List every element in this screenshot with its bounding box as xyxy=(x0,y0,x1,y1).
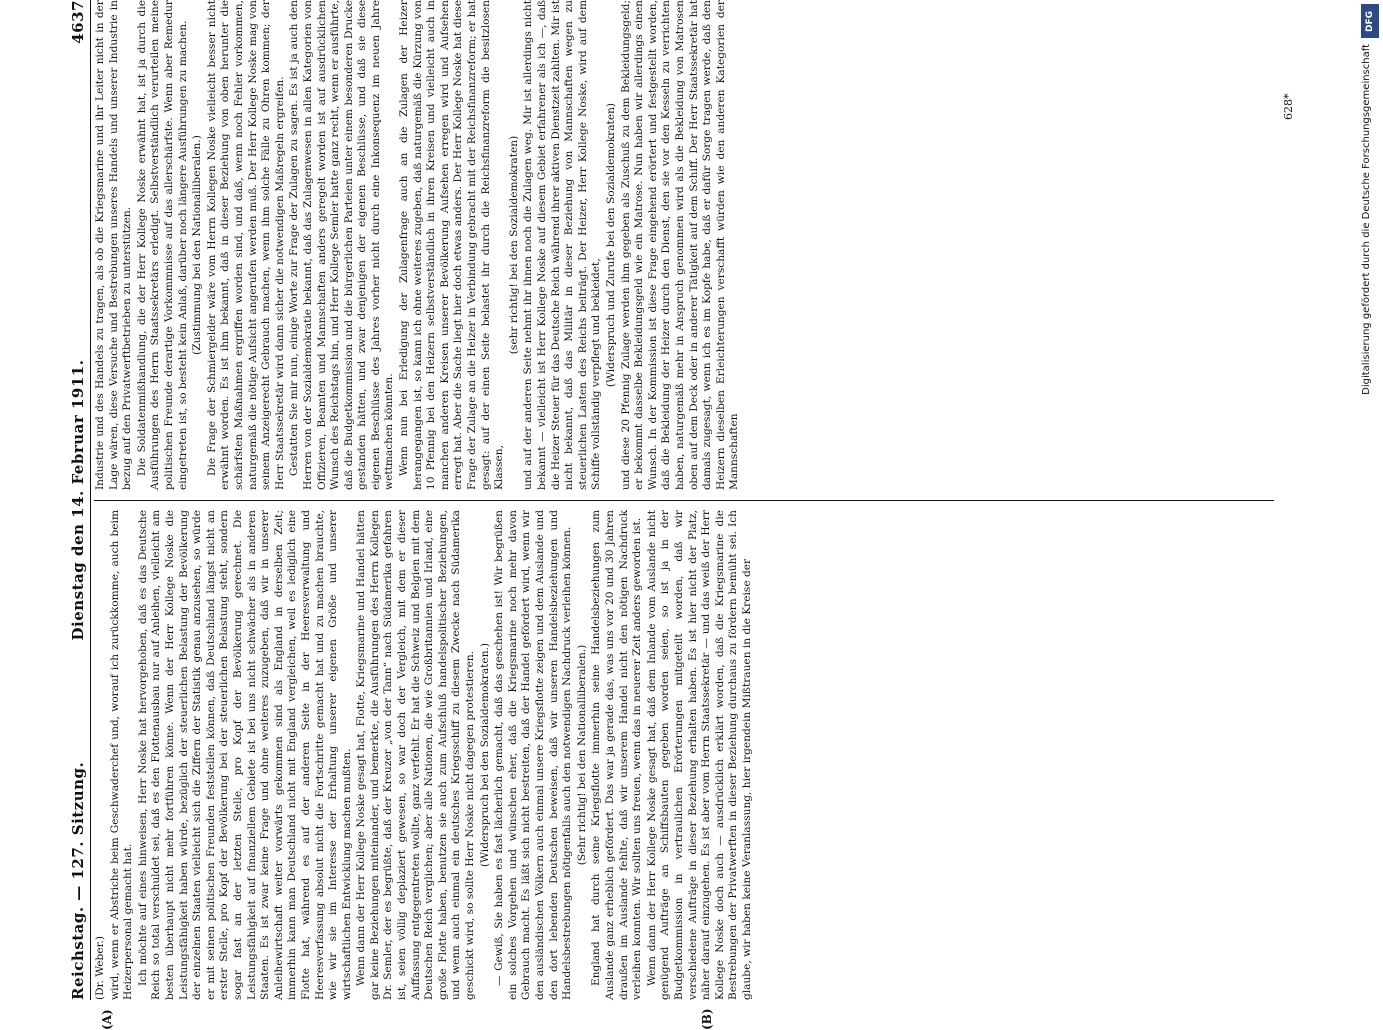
interjection: (Zustimmung bei den Nationalliberalen.) xyxy=(191,0,205,490)
header-left: Reichstag. — 127. Sitzung. xyxy=(69,667,87,1000)
header-date: Dienstag den 14. Februar 1911. xyxy=(69,333,87,666)
right-column xyxy=(94,0,1274,490)
dfg-logo: DFG xyxy=(1361,4,1379,38)
interjection: (Widerspruch bei den Sozialdemokraten.) xyxy=(479,510,493,1000)
speaker-label: (Dr. Weber.) xyxy=(94,510,108,1000)
paragraph: Wenn nun bei Erledigung der Zulagenfrage auch an die Zulagen der Heizer herangegangen ist, so kann ich ohne weiteres zugeben, daß naturgemäß die Kürzung von 10 Pfennig bei den Heizern selbstverständlich in ihren Kreisen und vielleicht auch in manchen anderen Kreisen unserer Bevölkerung Aufsehen erregen wird und Aufsehen erregt hat. Aber die Sache liegt hier doch etwas anders. Der Herr Kollege Noske hat diese Frage der Zulage an die Heizer in Verbindung gebracht mit der Reichsfinanzreform; er hat gesagt: auf der einen Seite belastet ihr durch die Reichsfinanzreform die besitzlosen Klassen, xyxy=(398,0,507,490)
footer-mark: 628* xyxy=(1282,94,1295,121)
margin-marker-a: (A) xyxy=(100,1009,114,1030)
paragraph: — Gewiß, Sie haben es fast lächerlich gemacht, daß das geschehen ist! Wir begrüßen ein solches Vorgehen und wünschen eher, daß die Kriegsmarine noch mehr davon Gebrauch macht. Es läßt sich nicht bestreiten, daß der Handel gefördert wird, wenn wir den ausländischen Völkern auch einmal unsere Kriegsflotte zeigen und dem Auslande und den dort lebenden Deutschen beweisen, daß wir unseren Handelsbeziehungen und Handelsbestrebungen nötigenfalls auch den notwendigen Nachdruck verleihen können. xyxy=(493,510,575,1000)
margin-marker-b: (B) xyxy=(700,1009,714,1030)
interjection: (sehr richtig! bei den Sozialdemokraten) xyxy=(508,0,522,490)
left-column xyxy=(94,510,1274,1000)
header-page-number: 4637 xyxy=(69,0,87,333)
paragraph: Gestatten Sie mir nun, einige Worte zur Frage der Zulagen zu sagen. Es ist ja auch den Herren von der Sozialdemokratie bekannt, daß das Zulagenwesen in allen Kategorien von Offizieren, Beamten und Mannschaften anders geregelt worden ist auf ausdrücklichen Wunsch des Reichstags hin, und Herr Kollege Semler hatte ganz recht, wenn er ausführte, daß die Budgetkommission und die bürgerlichen Parteien unter einem besonderen Drucke gestanden hätten, und zwar denjenigen der eigenen Beschlüsse, und daß sie diese eigenen Beschlüsse des Jahres vorher nicht durch eine Inkonsequenz im neuen Jahre wettmachen könnten. xyxy=(288,0,397,490)
paragraph: und diese 20 Pfennig Zulage werden ihm gegeben als Zuschuß zu dem Bekleidungsgeld; er bekommt dasselbe Bekleidungsgeld wie ein Matrose. Nun haben wir allerdings einen Wunsch. In der Kommission ist diese Frage eingehend erörtert und festgestellt worden, daß die Bekleidung der Heizer durch den Dienst, den sie vor den Kesseln zu verrichten haben, naturgemäß mehr in Anspruch genommen wird als die Bekleidung von Matrosen oben auf dem Deck oder in anderer Tätigkeit auf dem Schiff. Der Herr Staatssekretär hat damals zugesagt, wenn ich es im Kopfe habe, daß er dafür Sorge tragen werde, daß den Heizern dieselben Erleichterungen verschafft würden wie den anderen Kategorien der Mannschaften xyxy=(620,0,742,490)
paragraph: Wenn dann der Herr Kollege Noske gesagt hat, Flotte, Kriegsmarine und Handel hätten gar keine Beziehungen miteinander, und bemerkte, die Ausführungen des Herrn Kollegen Dr. Semler, der es begrüßte, daß der Kreuzer „von der Tann“ nach Südamerika gefahren ist, seien völlig deplaziert gewesen, so war doch der Vergleich, mit dem er dieser Auffassung entgegentreten wollte, ganz verfehlt. Er hat die Schweiz und Belgien mit dem Deutschen Reich verglichen; aber alle Nationen, die wie Großbritannien und Irland, eine große Flotte haben, benutzen sie auch zum Aufschluß handelspolitischer Beziehungen, und wenn auch einmal ein deutsches Kriegsschiff zu diesem Zwecke nach Südamerika geschickt wird, so sollte Herr Noske nicht dagegen protestieren. xyxy=(355,510,477,1000)
paragraph: Wenn dann der Herr Kollege Noske gesagt hat, daß dem Inlande vom Auslande nicht genügend Aufträge an Schiffsbauten gegeben worden seien, so ist ja in der Budgetkommission in vertraulichen Erörterungen mitgeteilt worden, daß wir verschiedene Aufträge in dieser Beziehung erhalten haben. Es ist hier nicht der Platz, näher darauf einzugehen. Es ist aber vom Herrn Staatssekretär — und das weiß der Herr Kollege Noske doch auch — ausdrücklich erklärt worden, daß die Kriegsmarine die Bestrebungen der Privatwerften in dieser Beziehung durchaus zu fördern bemüht sei. Ich glaube, wir haben keine Veranlassung, hier irgendein Mißtrauen in die Kreise der xyxy=(646,510,755,1000)
paragraph: Ich möchte auf eines hinweisen, Herr Noske hat hervorgehoben, daß es das Deutsche Reich so total verschuldet sei, daß es den Flottenausbau nur auf Anleihen, vielleicht am besten überhaupt nicht mehr fortführen könne. Wenn der Herr Kollege Noske die Leistungsfähigkeit haben würde, bezüglich der steuerlichen Belastung der Bevölkerung der einzelnen Staaten vielleicht sich die Ziffern der Statistik genau anzusehen, so würde er mit seinen politischen Freunden feststellen können, daß Deutschland längst nicht an erster Stelle, pro Kopf der Bevölkerung bei der steuerlichen Belastung steht, sondern sogar fast an der letzten Stelle, pro Kopf der Bevölkerung gerechnet. Die Leistungsfähigkeit auf finanziellem Gebiete ist bei uns nicht schwächer als in anderen Staaten. Es ist zwar keine Frage und ohne weiteres zuzugeben, daß wir in unserer Anleihewirtschaft weiter vorwärts gekommen sind als England in derselben Zeit; immerhin kann man Deutschland nicht mit England vergleichen, weil es lediglich eine Flotte hat, während es auf der anderen Seite in der Heeresverwaltung und Heeresverfassung absolut nicht die Fortschritte gemacht hat und zu machen brauchte, wie wir sie im Interesse der Erhaltung unserer eigenen Größe und unserer wirtschaftlichen Entwicklung machen mußten. xyxy=(137,510,355,1000)
paragraph: Die Soldatenmißhandlung, die der Herr Kollege Noske erwähnt hat, ist ja durch die Ausführungen des Herrn Staatssekretärs erledigt. Selbstverständlich verurteilen meine politischen Freunde derartige Vorkommnisse auf das allerschärfste. Wenn aber Remedur eingetreten ist, so besteht kein Anlaß, darüber noch längere Ausführungen zu machen. xyxy=(136,0,190,490)
paragraph: wird, wenn er Abstriche beim Geschwaderchef und, worauf ich zurückkomme, auch beim Heizerpersonal gemacht hat. xyxy=(109,510,136,1000)
interjection: (Widerspruch und Zurufe bei den Sozialdemokraten) xyxy=(605,0,619,490)
digitization-text: Digitalisierung gefördert durch die Deutsche Forschungsgemeinschaft xyxy=(1361,44,1379,395)
interjection: (Sehr richtig! bei den Nationalliberalen.) xyxy=(576,510,590,1000)
paragraph: Industrie und des Handels zu tragen, als ob die Kriegsmarine und ihr Leiter nicht in der Lage wären, diese Versuche und Bestrebungen unseres Handels und unserer Industrie in bezug auf den Privatwerftbetrieben zu unterstützen. xyxy=(94,0,135,490)
paragraph: und auf der anderen Seite nehmt ihr ihnen noch die Zulagen weg. Mir ist allerdings nicht bekannt — vielleicht ist Herr Kollege Noske auf diesem Gebiet erfahrener als ich —, daß die Heizer Steuer für das Deutsche Reich während ihrer aktiven Dienstzeit zahlten. Mir ist nicht bekannt, daß das Militär in dieser Beziehung von Mannschaften wegen zu steuerlichen Lasten des Reichs beiträgt. Der Heizer, Herr Kollege Noske, wird auf dem Schiffe vollständig verpflegt und bekleidet, xyxy=(522,0,604,490)
rotated-newspaper-sheet xyxy=(60,0,1343,1000)
paragraph: Die Frage der Schmiergelder wäre vom Herrn Kollegen Noske vielleicht besser nicht erwähnt worden. Es ist ihm bekannt, daß in dieser Beziehung von oben herunter die schärfsten Maßnahmen ergriffen worden sind, und daß, wenn noch Fehler vorkommen, naturgemäß die nötige Aufsicht angerufen werden muß. Der Herr Kollege Noske mag von seinem Anzeigerecht Gebrauch machen, wenn ihm solche Fälle zu Ohren kommen; der Herr Staatssekretär wird dann sicher die notwendigen Maßregeln ergreifen. xyxy=(206,0,288,490)
column-divider xyxy=(94,500,1274,501)
paragraph: England hat durch seine Kriegsflotte immerhin seine Handelsbeziehungen zum Auslande ganz erheblich gefördert. Das war ja gerade das, was uns vor 20 und 30 Jahren draußen im Auslande fehlte, daß wir unserem Handel nicht den nötigen Nachdruck verleihen konnten. Wir sollten uns freuen, wenn das in neuerer Zeit anders geworden ist. xyxy=(590,510,644,1000)
running-header xyxy=(66,0,90,1000)
digitization-notice xyxy=(1361,4,1379,1000)
header-rule xyxy=(90,0,91,1000)
